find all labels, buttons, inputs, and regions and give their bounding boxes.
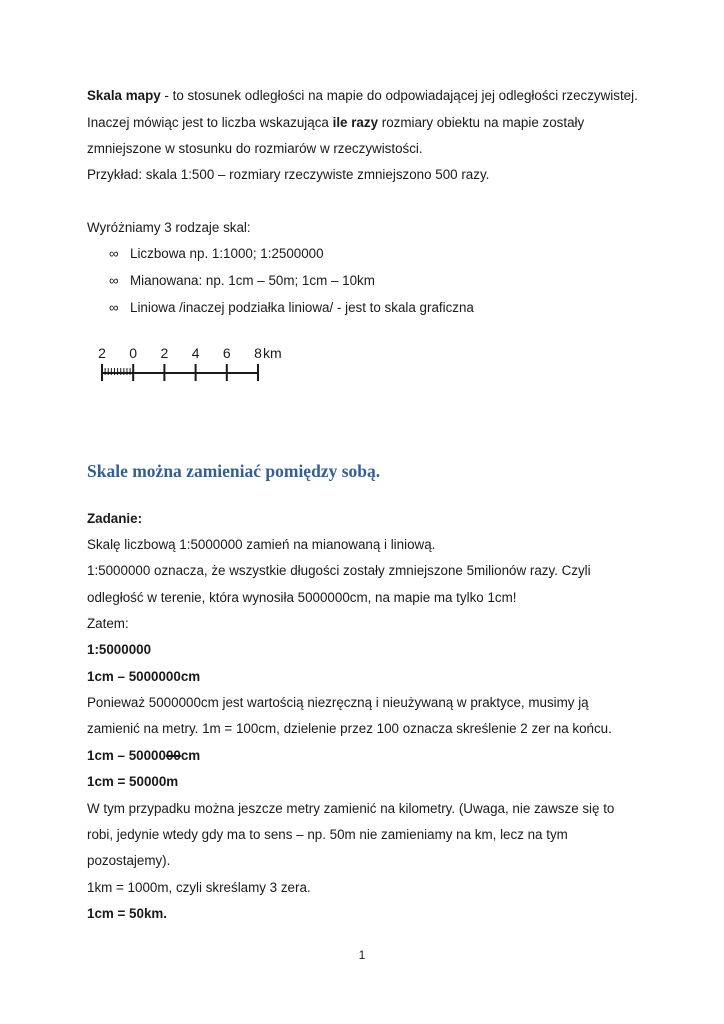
scale-bar-label: 4 [191,345,200,361]
task-title: Zadanie: [87,511,143,526]
task-line: 1cm = 50km. [87,906,168,921]
infinity-bullet-icon: ∞ [109,246,119,261]
term-skala-mapy: Skala mapy [87,88,161,103]
task-line: 1cm = 50000m [87,774,179,789]
scale-bar-label: 2 [98,345,106,361]
section-heading: Skale można zamieniać pomiędzy sobą. [87,461,381,481]
task-line: zamienić na metry. 1m = 100cm, dzielenie przez 100 oznacza skreślenie 2 zer na końcu. [87,721,612,736]
task-line: 1:5000000 [87,642,152,657]
task-line: 1cm – 5000000cm [87,669,201,684]
task-line: Skalę liczbową 1:5000000 zamień na mianowaną i liniową. [87,537,436,552]
example-line: Przykład: skala 1:500 – rozmiary rzeczywiste zmniejszono 500 razy. [87,167,490,182]
types-intro: Wyróżniamy 3 rodzaje skal: [87,220,251,235]
scale-bar-label: 8 [254,345,262,361]
definition-line-1: Skala mapy - to stosunek odległości na mapie do odpowiadającej jej odległości rzeczywistej. [87,88,638,103]
task-line: W tym przypadku można jeszcze metry zamienić na kilometry. (Uwaga, nie zawsze się to [87,801,615,816]
task-line: Zatem: [87,616,129,631]
scale-bar-label: 0 [129,345,138,361]
scale-bar-label: 2 [160,345,169,361]
scale-bar-unit: km [263,345,282,361]
struck-zeros: 00 [165,748,181,763]
list-item: ∞ Liczbowa np. 1:1000; 1:2500000 [109,246,324,261]
task-line: 1:5000000 oznacza, że wszystkie długości zostały zmniejszone 5milionów razy. Czyli [87,563,591,578]
infinity-bullet-icon: ∞ [109,300,119,315]
list-item: ∞ Liniowa /inaczej podziałka liniowa/ - jest to skala graficzna [109,300,474,315]
task-line: 1km = 1000m, czyli skreślamy 3 zera. [87,880,311,895]
page-number: 1 [358,948,366,962]
definition-line-3: zmniejszone w stosunku do rozmiarów w rzeczywistości. [87,141,423,156]
task-line-struck: 1cm – 5000000cm [87,748,201,763]
scale-bar-label: 6 [222,345,231,361]
scale-bar-graphic [92,340,312,390]
definition-line-2: Inaczej mówiąc jest to liczba wskazująca ile razy rozmiary obiektu na mapie zostały [87,115,585,130]
task-line: Ponieważ 5000000cm jest wartością niezręczną i nieużywaną w praktyce, musimy ją [87,695,589,710]
task-line: odległość w terenie, która wynosiła 5000000cm, na mapie ma tylko 1cm! [87,590,517,605]
list-item: ∞ Mianowana: np. 1cm – 50m; 1cm – 10km [109,273,375,288]
infinity-bullet-icon: ∞ [109,273,119,288]
task-line: pozostajemy). [87,853,171,868]
task-line: robi, jedynie wtedy gdy ma to sens – np. 50m nie zamieniamy na km, lecz na tym [87,827,568,842]
